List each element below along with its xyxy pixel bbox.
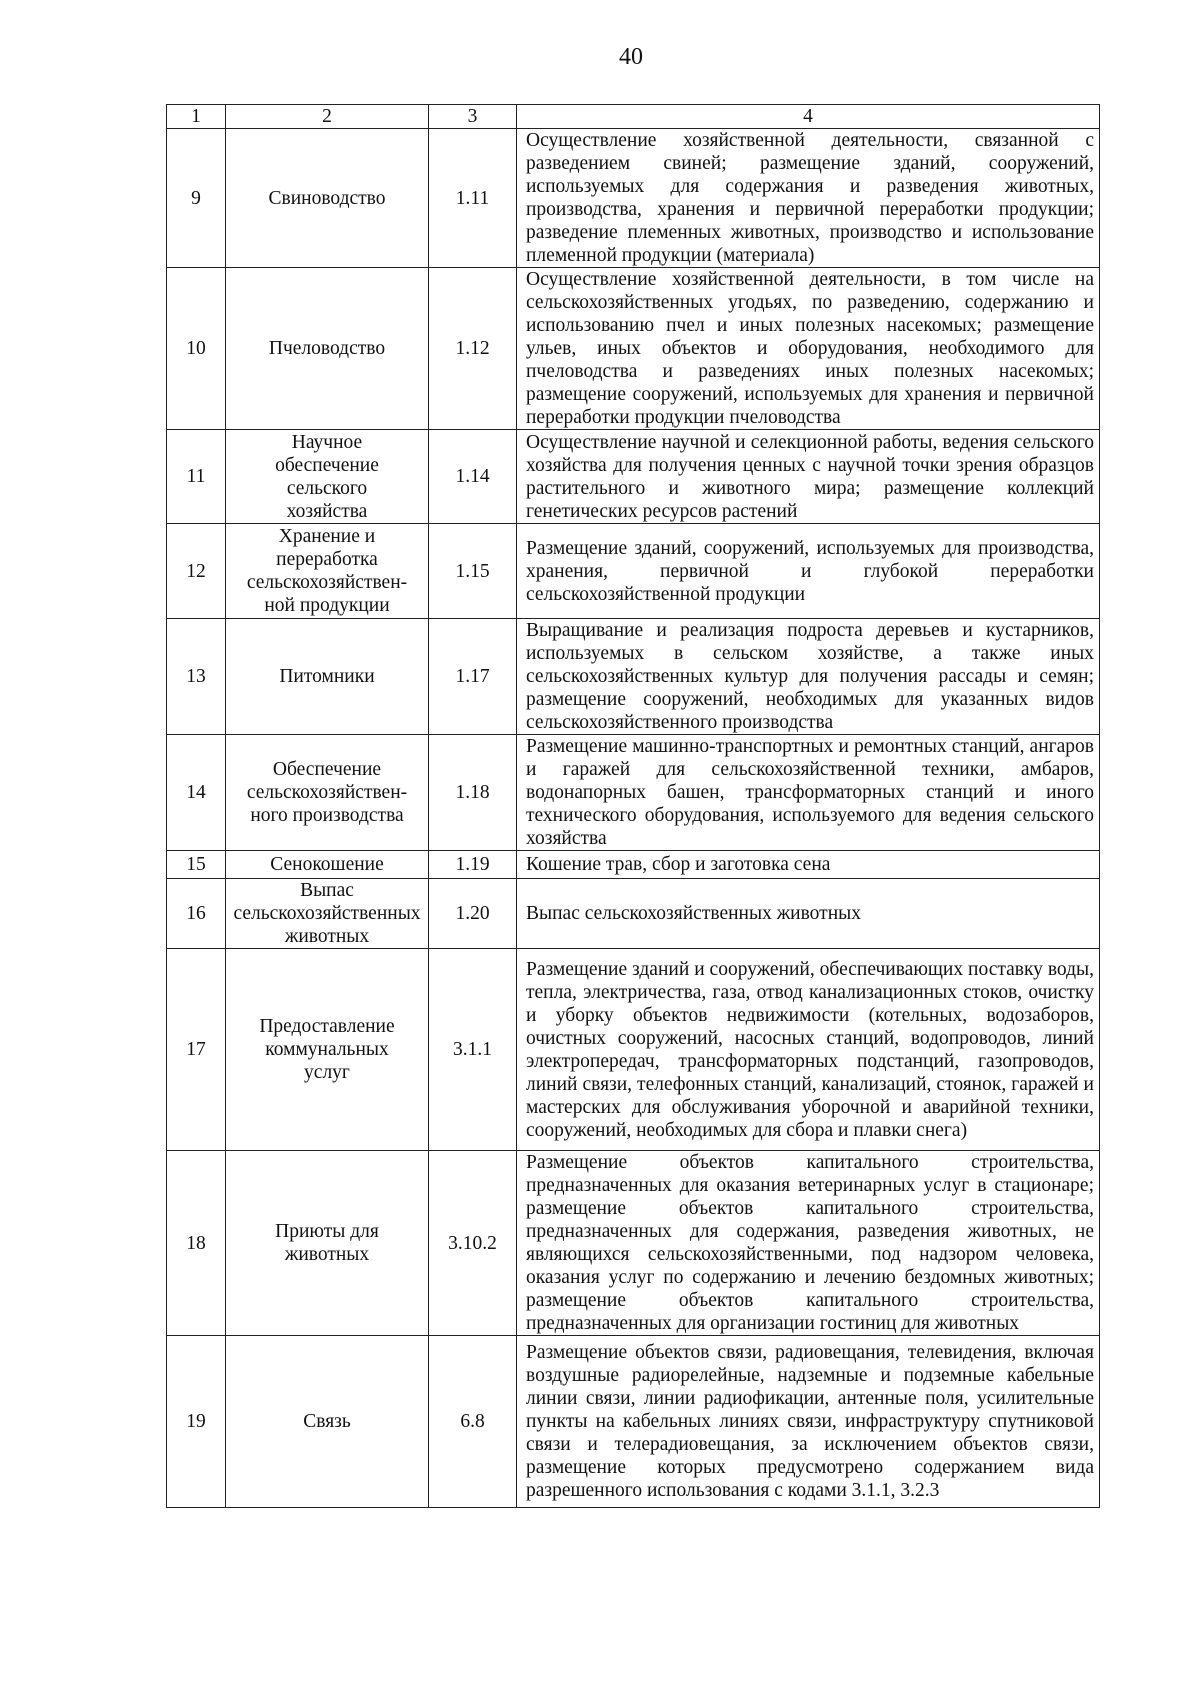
- row-code-cell: 1.19: [429, 851, 517, 879]
- row-code-cell: 3.1.1: [429, 949, 517, 1151]
- row-number-cell: 10: [167, 268, 226, 430]
- table-row: [167, 619, 1100, 735]
- row-description-cell: Выпас сельскохозяйственных животных: [517, 879, 1100, 949]
- row-code-cell: 1.15: [429, 524, 517, 619]
- row-number-cell: 18: [167, 1151, 226, 1336]
- row-name-cell: Сенокошение: [226, 851, 429, 879]
- row-code-cell: 1.12: [429, 268, 517, 430]
- table-row: [167, 851, 1100, 879]
- row-name-text: Хранение и переработка сельскохозяйствен-ной продукции: [246, 526, 408, 616]
- table-row: [167, 879, 1100, 949]
- row-description-cell: Размещение зданий, сооружений, используемых для производства, хранения, первичной и глубокой переработки сельскохозяйственной продукции: [517, 524, 1100, 619]
- row-name-cell: [226, 949, 429, 1151]
- header-row: [167, 105, 1100, 129]
- row-code-cell: 1.17: [429, 619, 517, 735]
- row-number-cell: 9: [167, 129, 226, 268]
- row-name-cell: Пчеловодство: [226, 268, 429, 430]
- row-description-cell: Размещение объектов связи, радиовещания, телевидения, включая воздушные радиорелейные, надземные и подземные кабельные линии связи, линии радиофикации, антенные поля, усилительные пункты на кабельных линиях связи, инфраструктуру спутниковой связи и телерадиовещания, за исключением объектов связи, размещение которых предусмотрено содержанием вида разрешенного использования с кодами 3.1.1, 3.2.3: [517, 1336, 1100, 1508]
- table-row: [167, 524, 1100, 619]
- row-code-cell: 3.10.2: [429, 1151, 517, 1336]
- row-code-cell: 1.14: [429, 430, 517, 524]
- page-number: 40: [619, 44, 643, 70]
- row-number-cell: 14: [167, 735, 226, 851]
- row-name-cell: [226, 735, 429, 851]
- row-description-cell: Осуществление научной и селекционной работы, ведения сельского хозяйства для получения ценных с научной точки зрения образцов растительного и животного мира; размещение коллекций генетических ресурсов растений: [517, 430, 1100, 524]
- row-name-cell: Свиноводство: [226, 129, 429, 268]
- row-name-text: Предоставление коммунальных услуг: [259, 1016, 395, 1083]
- row-number-cell: 17: [167, 949, 226, 1151]
- table-row: [167, 268, 1100, 430]
- table-row: [167, 735, 1100, 851]
- row-name-cell: [226, 430, 429, 524]
- header-cell: 4: [517, 105, 1100, 129]
- header-cell: 3: [429, 105, 517, 129]
- table-row: [167, 1151, 1100, 1336]
- table-row: [167, 1336, 1100, 1508]
- row-name-cell: Связь: [226, 1336, 429, 1508]
- row-name-text: Обеспечение сельскохозяйствен-ного производства: [246, 759, 408, 826]
- table-row: [167, 129, 1100, 268]
- row-description-cell: Кошение трав, сбор и заготовка сена: [517, 851, 1100, 879]
- row-description-cell: Выращивание и реализация подроста деревьев и кустарников, используемых в сельском хозяйстве, а также иных сельскохозяйственных культур для получения рассады и семян; размещение сооружений, необходимых для указанных видов сельскохозяйственного производства: [517, 619, 1100, 735]
- land-use-table: [166, 104, 1100, 1508]
- row-number-cell: 16: [167, 879, 226, 949]
- row-code-cell: 1.11: [429, 129, 517, 268]
- row-name-cell: Выпас сельскохозяйственных животных: [226, 879, 429, 949]
- row-description-cell: Размещение машинно-транспортных и ремонтных станций, ангаров и гаражей для сельскохозяйственной техники, амбаров, водонапорных башен, трансформаторных станций и иного технического оборудования, используемого для ведения сельского хозяйства: [517, 735, 1100, 851]
- row-description-cell: Осуществление хозяйственной деятельности, в том числе на сельскохозяйственных угодьях, по разведению, содержанию и использованию пчел и иных полезных насекомых; размещение ульев, иных объектов и оборудования, необходимого для пчеловодства и разведениях иных полезных насекомых; размещение сооружений, используемых для хранения и первичной переработки продукции пчеловодства: [517, 268, 1100, 430]
- table-row: [167, 949, 1100, 1151]
- row-name-cell: [226, 524, 429, 619]
- row-number-cell: 15: [167, 851, 226, 879]
- row-description-cell: Размещение объектов капитального строительства, предназначенных для оказания ветеринарных услуг в стационаре; размещение объектов капитального строительства, предназначенных для содержания, разведения животных, не являющихся сельскохозяйственными, под надзором человека, оказания услуг по содержанию и лечению бездомных животных; размещение объектов капитального строительства, предназначенных для организации гостиниц для животных: [517, 1151, 1100, 1336]
- row-name-cell: Питомники: [226, 619, 429, 735]
- row-number-cell: 11: [167, 430, 226, 524]
- header-cell: 2: [226, 105, 429, 129]
- row-number-cell: 19: [167, 1336, 226, 1508]
- row-number-cell: 13: [167, 619, 226, 735]
- row-code-cell: 1.20: [429, 879, 517, 949]
- row-code-cell: 1.18: [429, 735, 517, 851]
- row-description-cell: Осуществление хозяйственной деятельности, связанной с разведением свиней; размещение зданий, сооружений, используемых для содержания и разведения животных, производства, хранения и первичной переработки продукции; разведение племенных животных, производство и использование племенной продукции (материала): [517, 129, 1100, 268]
- header-cell: 1: [167, 105, 226, 129]
- row-number-cell: 12: [167, 524, 226, 619]
- row-name-text: Приюты для животных: [275, 1221, 379, 1265]
- row-name-text: Научное обеспечение сельского хозяйства: [275, 431, 379, 522]
- table-row: [167, 430, 1100, 524]
- row-name-cell: [226, 1151, 429, 1336]
- row-code-cell: 6.8: [429, 1336, 517, 1508]
- row-description-cell: Размещение зданий и сооружений, обеспечивающих поставку воды, тепла, электричества, газа, отвод канализационных стоков, очистку и уборку объектов недвижимости (котельных, водозаборов, очистных сооружений, насосных станций, водопроводов, линий электропередач, трансформаторных подстанций, газопроводов, линий связи, телефонных станций, канализаций, стоянок, гаражей и мастерских для обслуживания уборочной и аварийной техники, сооружений, необходимых для сбора и плавки снега): [517, 949, 1100, 1151]
